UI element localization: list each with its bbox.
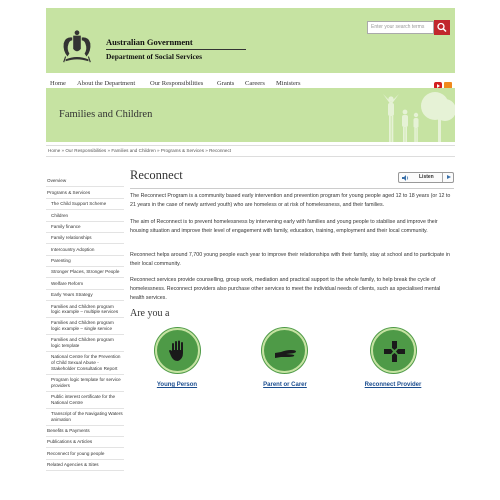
- family-silhouette-image: [375, 88, 455, 142]
- nav-item-careers[interactable]: Careers: [245, 80, 265, 87]
- paragraph-services: Reconnect services provide counselling, group work, mediation and practical support to the whole family, to help break the cycle of homelessness. Reconnect providers also purchase other services to meet the individual needs of clients, such as specialised mental health services.: [130, 277, 441, 301]
- young-person-link[interactable]: Young Person: [156, 382, 198, 388]
- page-title: Reconnect: [130, 168, 183, 182]
- sidebar-item[interactable]: Overview: [46, 176, 124, 187]
- sidebar-item[interactable]: Stronger Places, Stronger People: [46, 267, 124, 278]
- sidebar-item[interactable]: Families and Children program logic example – multiple services: [46, 301, 124, 318]
- breadcrumb[interactable]: Home » Our Responsibilities » Families and Children » Programs & Services » Reconnect: [46, 145, 455, 157]
- sidebar-item[interactable]: Transcript of the Navigating Waters animation: [46, 409, 124, 426]
- sidebar-item[interactable]: Early Years Strategy: [46, 290, 124, 301]
- sidebar-item[interactable]: The Child Support Scheme: [46, 199, 124, 210]
- speaker-icon: [402, 175, 410, 181]
- sidebar-item[interactable]: Intercountry Adoption: [46, 244, 124, 255]
- are-you-heading: Are you a: [130, 308, 170, 319]
- parent-carer-button[interactable]: [262, 328, 307, 373]
- page: [46, 8, 455, 500]
- nav-item-about[interactable]: About the Department: [77, 80, 136, 87]
- sidebar-item[interactable]: Families and Children program logic example – single service: [46, 318, 124, 335]
- sidebar-item[interactable]: Family relationships: [46, 233, 124, 244]
- parent-carer-link[interactable]: Parent or Carer: [263, 382, 307, 388]
- sidebar-item[interactable]: National Centre for the Prevention of Child Sexual Abuse - Stakeholder Consultation Report: [46, 352, 124, 375]
- paragraph-intro: The Reconnect Program is a community based early intervention and prevention program for young people aged 12 to 18 years (or 12 to 21 years in the case of newly arrived youth) who are homeless or at risk of homelessness, and their families.: [130, 193, 451, 208]
- sidebar-item[interactable]: Reconnect for young people: [46, 448, 124, 459]
- play-icon[interactable]: [442, 173, 454, 182]
- sidebar-item[interactable]: Parenting: [46, 256, 124, 267]
- search-icon: [434, 20, 450, 35]
- listen-button[interactable]: [398, 172, 454, 183]
- search-input[interactable]: Enter your search terms: [367, 21, 434, 34]
- paragraph-aim: The aim of Reconnect is to prevent homelessness by intervening early with families and young people to stabilise and improve their housing situation and improve their level of engagement with family, education, training, employment and their local community.: [130, 219, 438, 234]
- sidebar-item[interactable]: Public interest certificate for the National Centre: [46, 392, 124, 409]
- linked-hands-icon: [382, 339, 407, 364]
- sidebar-item[interactable]: Families and Children program logic template: [46, 335, 124, 352]
- sidebar-item[interactable]: Children: [46, 210, 124, 221]
- sidebar-item[interactable]: Family finance: [46, 222, 124, 233]
- search-button[interactable]: [434, 20, 450, 35]
- sidebar-nav: [46, 176, 124, 471]
- sidebar-item[interactable]: Benefits & Payments: [46, 426, 124, 437]
- nav-item-ministers[interactable]: Ministers: [276, 80, 301, 87]
- header-divider: [106, 49, 246, 50]
- section-banner: [46, 88, 455, 142]
- sidebar-item[interactable]: Programs & Services: [46, 187, 124, 198]
- open-palm-icon: [273, 339, 298, 364]
- reconnect-provider-link[interactable]: Reconnect Provider: [364, 382, 422, 388]
- sidebar-item[interactable]: Publications & Articles: [46, 437, 124, 448]
- sidebar-item[interactable]: Program logic template for service providers: [46, 375, 124, 392]
- nav-item-home[interactable]: Home: [50, 80, 66, 87]
- listen-label: Listen: [419, 174, 434, 180]
- govt-name: Australian Government: [106, 37, 193, 47]
- reconnect-provider-button[interactable]: [371, 328, 416, 373]
- nav-item-grants[interactable]: Grants: [217, 80, 235, 87]
- title-divider: [130, 188, 454, 189]
- hand-icon: [166, 339, 191, 364]
- paragraph-help: Reconnect helps around 7,700 young people each year to improve their relationships with their family, stay at school and to participate in their local community.: [130, 252, 450, 267]
- site-header: [46, 8, 455, 73]
- section-title: Families and Children: [59, 109, 153, 120]
- nav-item-responsibilities[interactable]: Our Responsibilities: [150, 80, 204, 87]
- sidebar-item[interactable]: Related Agencies & Sites: [46, 460, 124, 471]
- sidebar-item[interactable]: Welfare Reform: [46, 278, 124, 289]
- dept-name: Department of Social Services: [106, 52, 203, 61]
- coat-of-arms-icon: [58, 28, 96, 66]
- young-person-button[interactable]: [155, 328, 200, 373]
